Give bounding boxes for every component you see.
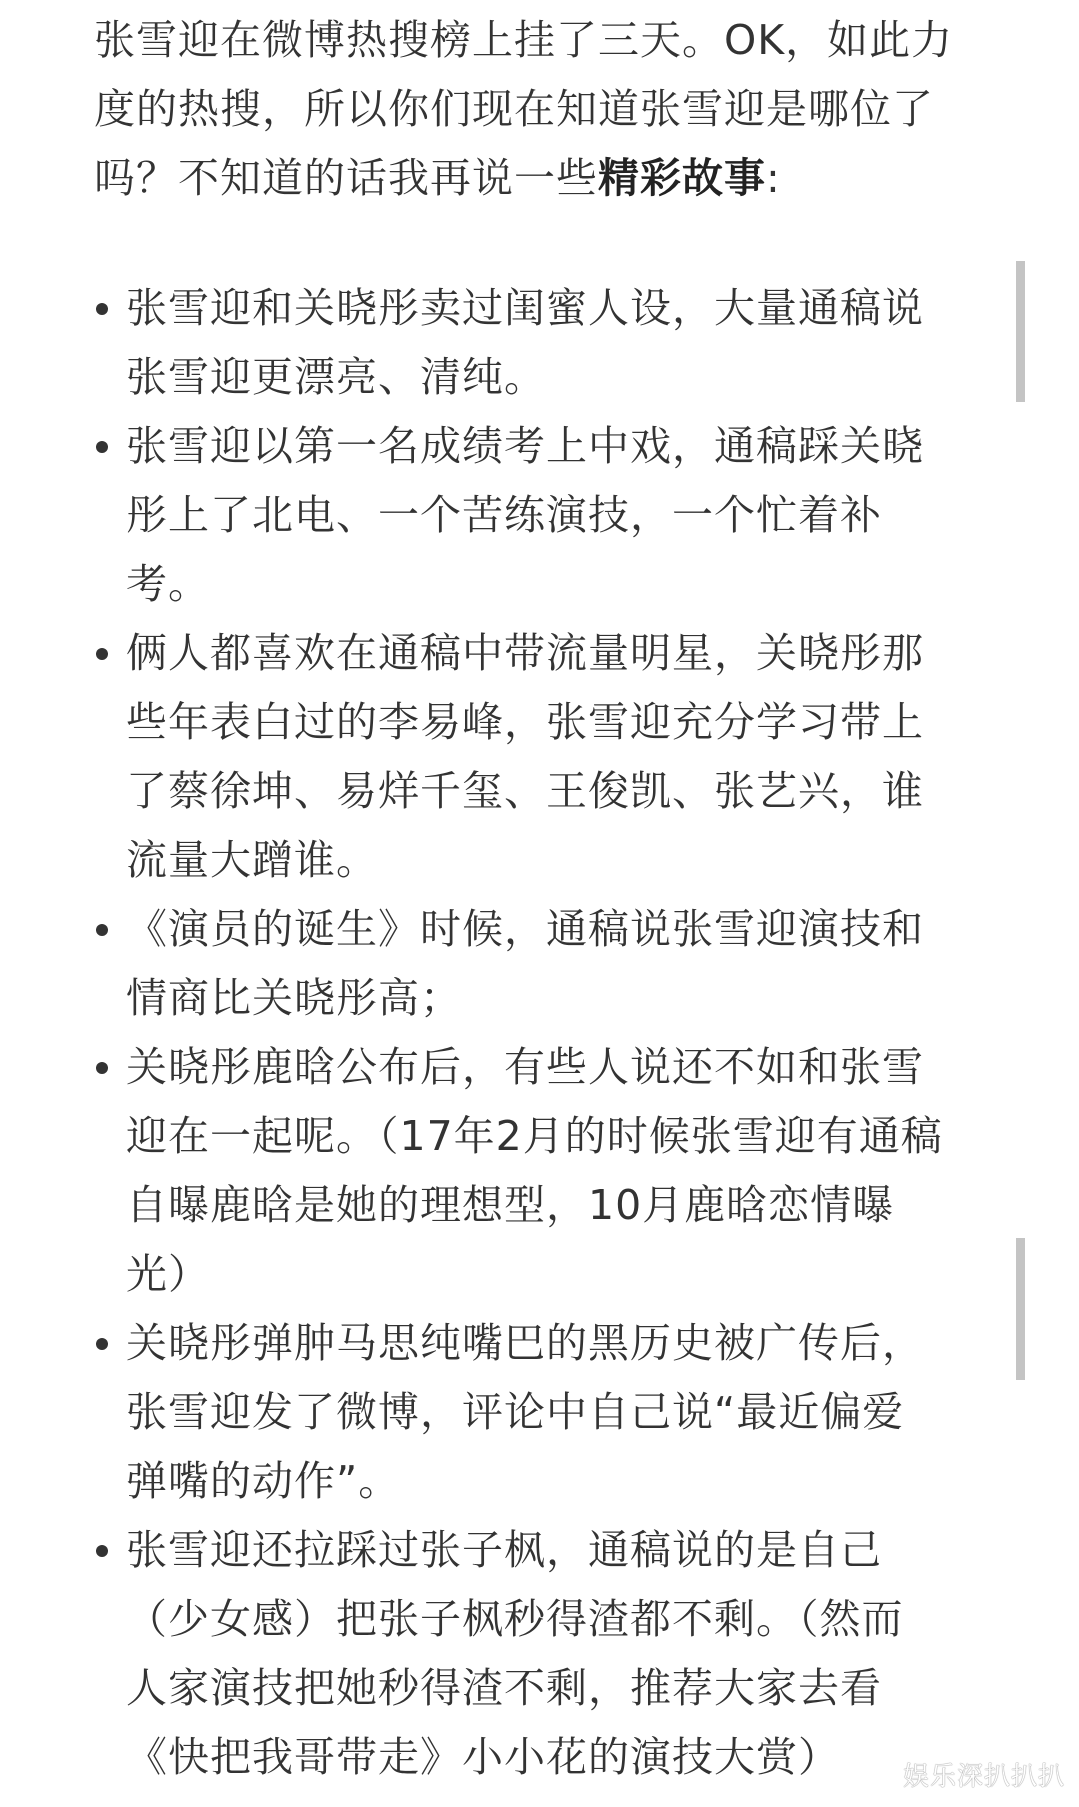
list-item-text: （少女感）把张子枫秒得渣都不剩。（然而	[126, 1595, 904, 1643]
scrollbar-thumb[interactable]	[1016, 1238, 1025, 1380]
list-item-text: 张雪迎还拉踩过张子枫，通稿说的是自己	[126, 1526, 882, 1574]
bullet-icon	[96, 303, 108, 315]
list-item-text: 光）	[126, 1250, 210, 1298]
intro-punct: :	[766, 154, 781, 202]
intro-line: 张雪迎在微博热搜榜上挂了三天。OK，如此力	[94, 16, 954, 64]
bullet-icon	[96, 1545, 108, 1557]
list-item-text: 考。	[126, 560, 210, 608]
bullet-icon	[96, 648, 108, 660]
bullet-icon	[96, 1338, 108, 1350]
watermark: 娱乐深扒扒扒	[902, 1762, 1065, 1792]
list-item-text: 弹嘴的动作”。	[126, 1457, 401, 1505]
list-item-text: 自曝鹿晗是她的理想型，10月鹿晗恋情曝	[126, 1181, 895, 1229]
list-item-text: 张雪迎和关晓彤卖过闺蜜人设，大量通稿说	[126, 284, 924, 332]
list-item-text: 《快把我哥带走》小小花的演技大赏）	[126, 1733, 840, 1781]
list-item-text: 流量大蹭谁。	[126, 836, 378, 884]
list-item-text: 《演员的诞生》时候，通稿说张雪迎演技和	[126, 905, 924, 953]
list-item-text: 了蔡徐坤、易烊千玺、王俊凯、张艺兴，谁	[126, 767, 924, 815]
intro-line: 度的热搜，所以你们现在知道张雪迎是哪位了	[94, 85, 934, 133]
list-item-text: 彤上了北电、一个苦练演技，一个忙着补	[126, 491, 882, 539]
highlight-text: 精彩故事	[598, 154, 766, 202]
list-item-text: 些年表白过的李易峰，张雪迎充分学习带上	[126, 698, 924, 746]
list-item-text: 张雪迎更漂亮、清纯。	[126, 353, 546, 401]
intro-text: 吗？不知道的话我再说一些	[94, 154, 598, 202]
list-item-text: 张雪迎以第一名成绩考上中戏，通稿踩关晓	[126, 422, 924, 470]
list-item-text: 迎在一起呢。（17年2月的时候张雪迎有通稿	[126, 1112, 943, 1160]
list-item-text: 关晓彤弹肿马思纯嘴巴的黑历史被广传后，	[126, 1319, 924, 1367]
list-item-text: 情商比关晓彤高；	[126, 974, 462, 1022]
bullet-icon	[96, 924, 108, 936]
list-item-text: 人家演技把她秒得渣不剩，推荐大家去看	[126, 1664, 882, 1712]
list-item-text: 关晓彤鹿晗公布后，有些人说还不如和张雪	[126, 1043, 924, 1091]
list-item-text: 俩人都喜欢在通稿中带流量明星，关晓彤那	[126, 629, 924, 677]
list-item-text: 张雪迎发了微博，评论中自己说“最近偏爱	[126, 1388, 905, 1436]
intro-line	[94, 144, 781, 213]
bullet-icon	[96, 441, 108, 453]
scrollbar-thumb[interactable]	[1016, 261, 1025, 402]
bullet-icon	[96, 1062, 108, 1074]
